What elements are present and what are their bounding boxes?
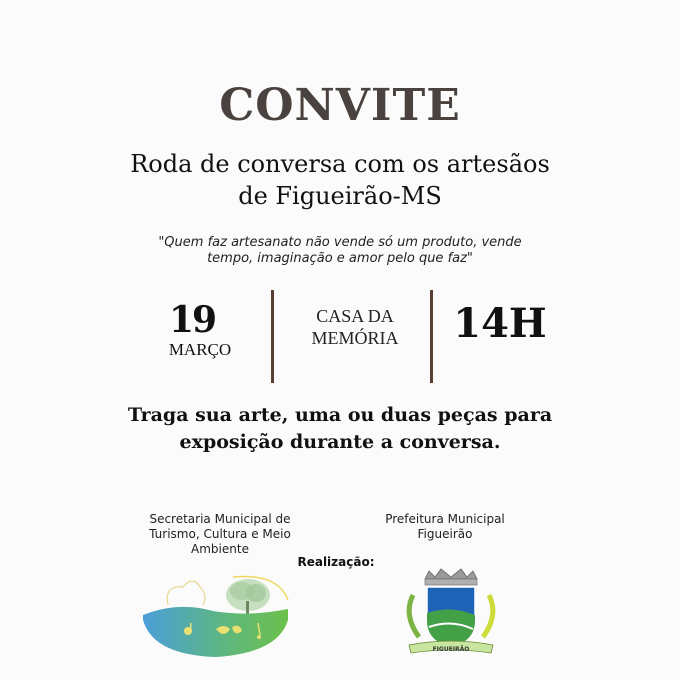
quote — [0, 235, 680, 267]
divider-right — [430, 290, 433, 383]
coat-banner-text: FIGUEIRÃO — [432, 646, 470, 653]
event-day: 19 — [168, 299, 216, 341]
organizer-prefeitura — [350, 512, 540, 542]
org-left-line-3: Ambiente — [191, 542, 249, 556]
invite-title: CONVITE — [219, 80, 461, 131]
call-to-action — [0, 402, 680, 456]
quote-line-1: "Quem faz artesanato não vende só um produto, vende — [158, 235, 522, 250]
org-left-line-2: Turismo, Cultura e Meio — [149, 527, 291, 541]
org-right-line-2: Figueirão — [417, 527, 473, 541]
organizer-secretaria — [120, 512, 320, 557]
cta-line-2: exposição durante a conversa. — [179, 431, 501, 453]
divider-left — [271, 290, 274, 383]
event-subtitle — [0, 148, 680, 212]
place-line-2: MEMÓRIA — [311, 328, 399, 348]
event-time: 14H — [453, 300, 547, 347]
secretaria-logo-icon — [138, 565, 293, 660]
coat-of-arms-icon — [395, 565, 507, 660]
subtitle-line-2: de Figueirão-MS — [238, 182, 442, 210]
cta-line-1: Traga sua arte, uma ou duas peças para — [127, 404, 553, 426]
quote-line-2: tempo, imaginação e amor pelo que faz" — [207, 251, 473, 266]
event-place — [290, 305, 420, 349]
org-left-line-1: Secretaria Municipal de — [149, 512, 291, 526]
subtitle-line-1: Roda de conversa com os artesãos — [130, 150, 550, 178]
place-line-1: CASA DA — [316, 306, 394, 326]
org-right-line-1: Prefeitura Municipal — [385, 512, 505, 526]
realizacao-label: Realização: — [297, 555, 375, 569]
event-month: MARÇO — [168, 340, 232, 359]
